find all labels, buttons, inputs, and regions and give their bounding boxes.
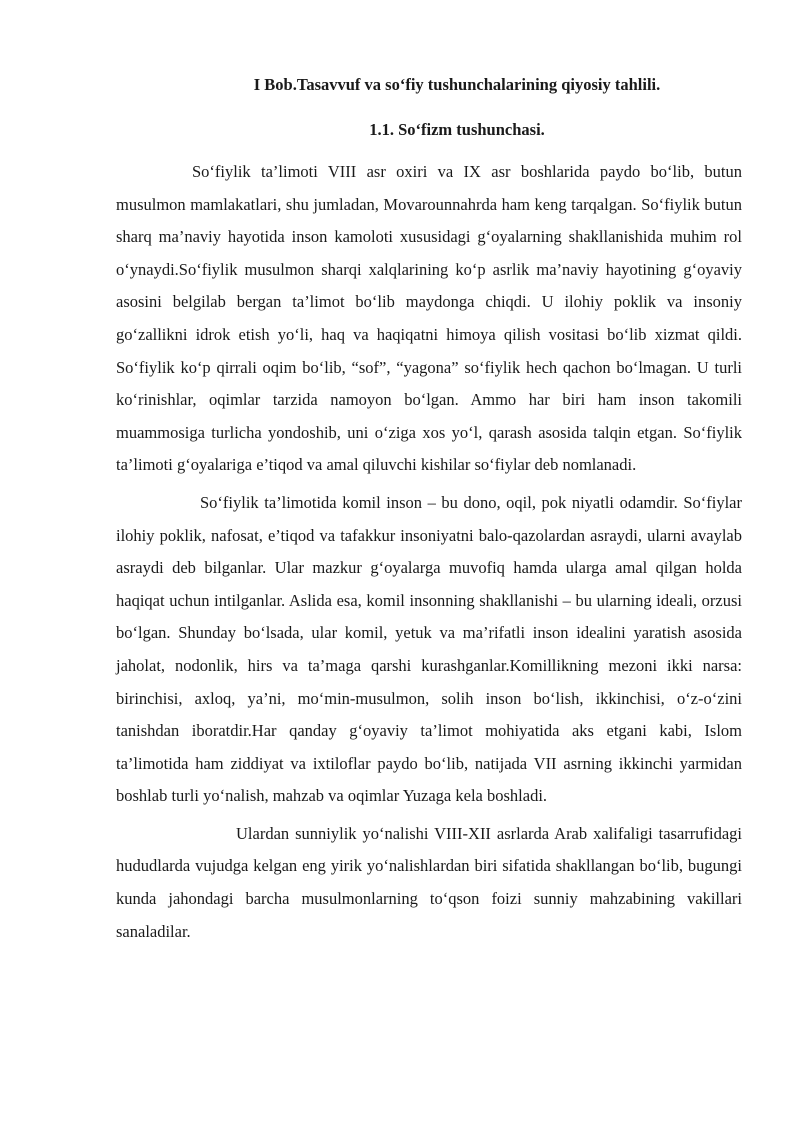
paragraph: So‘fiylik ta’limotida komil inson – bu dono, oqil, pok niyatli odamdir. So‘fiylar ilohiy poklik, nafosat, e’tiqod va tafakkur insoniyatni balo-qazolardan asraydi, ularni avaylab asraydi deb bilganlar. Ular mazkur g‘oyalarga muvofiq hamda ularga amal qilgan holda haqiqat uchun intilganlar. Aslida esa, komil insonning shakllanishi – bu ularning ideali, orzusi bo‘lgan. Shunday bo‘lsada, ular komil, yetuk va ma’rifatli inson idealini yaratish asosida jaholat, nodonlik, hirs va ta’maga qarshi kurashganlar.Komillikning mezoni ikki narsa: birinchisi, axloq, ya’ni, mo‘min-musulmon, solih inson bo‘lish, ikkinchisi, o‘z-o‘zini tanishdan iboratdir.Har qanday g‘oyaviy ta’limot mohiyatida aks etgani kabi, Islom ta’limotida ham ziddiyat va ixtiloflar paydo bo‘lib, natijada VII asrning ikkinchi yarmidan boshlab turli yo‘nalish, mahzab va oqimlar Yuzaga kela boshladi. — [116, 492, 742, 806]
paragraph: So‘fiylik ta’limoti VIII asr oxiri va IX asr boshlarida paydo bo‘lib, butun musulmon mamlakatlari, shu jumladan, Movarounnahrda ham keng tarqalgan. So‘fiylik butun sharq ma’naviy hayotida inson kamoloti xususidagi g‘oyalarning shakllanishida muhim rol o‘ynaydi.So‘fiylik musulmon sharqi xalqlarining ko‘p asrlik ma’naviy hayotining g‘oyaviy asosini belgilab bergan ta’limot bo‘lib maydonga chiqdi. U ilohiy poklik va insoniy go‘zallikni idrok etish yo‘li, haq va haqiqatni himoya qilish vositasi bo‘lib xizmat qildi. So‘fiylik ko‘p qirrali oqim bo‘lib, “sof”, “yagona” so‘fiylik hech qachon bo‘lmagan. U turli ko‘rinishlar, oqimlar tarzida namoyon bo‘lgan. Ammo har biri ham inson takomili muammosiga turlicha yondoshib, uni o‘ziga xos yo‘l, qarash asosida talqin etgan. So‘fiylik ta’limoti g‘oyalariga e’tiqod va amal qiluvchi kishilar so‘fiylar deb nomlanadi. — [116, 162, 742, 475]
section-title: 1.1. So‘fizm tushunchasi. — [369, 120, 545, 139]
document-page — [116, 73, 742, 953]
paragraph: Ulardan sunniylik yo‘nalishi VIII-XII asrlarda Arab xalifaligi tasarrufidagi hududlarda vujudga kelgan eng yirik yo‘nalishlardan biri sifatida shakllangan bo‘lib, bugungi kunda jahondagi barcha musulmonlarning to‘qson foizi sunniy mahzabining vakillari sanaladilar. — [116, 823, 742, 941]
chapter-title: I Bob.Tasavvuf va so‘fiy tushunchalarining qiyosiy tahlili. — [253, 75, 661, 94]
